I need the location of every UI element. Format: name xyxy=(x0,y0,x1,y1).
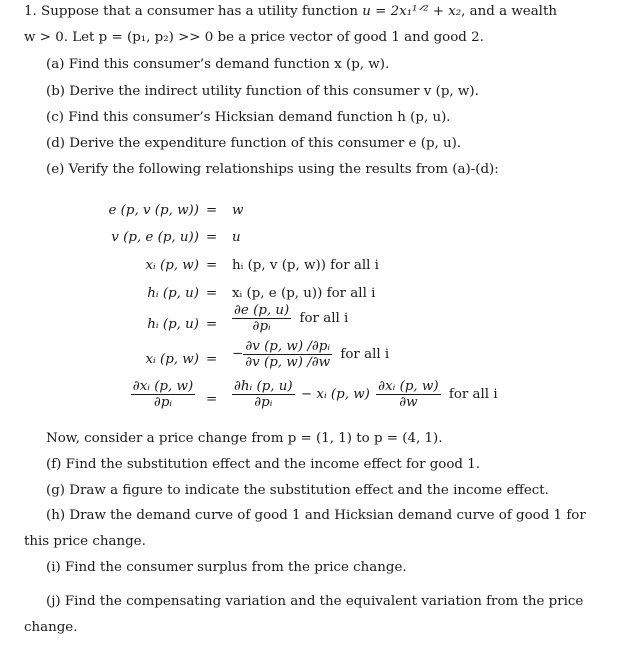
eq2-rhs: u xyxy=(232,230,241,245)
eq5-numerator: ∂e (p, u) xyxy=(234,303,290,318)
part-i: (i) Find the consumer surplus from the price change. xyxy=(46,560,407,575)
part-e: (e) Verify the following relationships using the results from (a)-(d): xyxy=(46,162,499,177)
question-intro-line1 xyxy=(24,4,557,20)
eq5-tail: for all i xyxy=(299,310,349,326)
eq6-tail: for all i xyxy=(340,346,390,362)
part-h: (h) Draw the demand curve of good 1 and Hicksian demand curve of good 1 for xyxy=(46,508,586,523)
eq2-rel: = xyxy=(206,230,218,245)
eq4-rel: = xyxy=(206,286,218,301)
eq7-r1-numerator: ∂hᵢ (p, u) xyxy=(234,379,293,394)
eq7-tail: for all i xyxy=(448,386,498,402)
eq6-minus: − xyxy=(232,346,244,362)
part-h-cont: this price change. xyxy=(24,534,146,549)
eq1-lhs: e (p, v (p, w)) xyxy=(108,203,199,218)
eq7-middle-term: − xᵢ (p, w) xyxy=(300,386,370,402)
eq3-rhs: hᵢ (p, v (p, w)) for all i xyxy=(232,258,379,273)
eq7-r2-numerator: ∂xᵢ (p, w) xyxy=(378,379,439,394)
eq3-rel: = xyxy=(206,258,218,273)
eq6-denominator: ∂v (p, w) /∂w xyxy=(245,355,331,370)
part-a: (a) Find this consumer’s demand function x (p, w). xyxy=(46,57,390,72)
utility-function: u = 2x₁¹ᐟ² + x₂ xyxy=(362,4,462,19)
eq6-rhs xyxy=(232,339,389,370)
part-c: (c) Find this consumer’s Hicksian demand function h (p, u). xyxy=(46,110,451,125)
eq5-rel: = xyxy=(206,317,218,332)
eq7-lhs xyxy=(126,379,200,410)
eq4-rhs: xᵢ (p, e (p, u)) for all i xyxy=(232,286,376,301)
eq3-lhs: xᵢ (p, w) xyxy=(145,258,199,273)
part-d: (d) Derive the expenditure function of this consumer e (p, u). xyxy=(46,136,462,151)
eq7-fraction-2 xyxy=(376,379,440,410)
eq2-lhs: v (p, e (p, u)) xyxy=(111,230,199,245)
price-change-line: Now, consider a price change from p = (1, 1) to p = (4, 1). xyxy=(46,431,443,446)
eq1-rhs: w xyxy=(232,203,244,218)
eq5-lhs: hᵢ (p, u) xyxy=(147,317,199,332)
eq6-fraction xyxy=(243,339,332,370)
eq7-fraction-1 xyxy=(232,379,295,410)
eq6-lhs: xᵢ (p, w) xyxy=(145,352,199,367)
eq6-numerator: ∂v (p, w) /∂pᵢ xyxy=(245,339,331,354)
intro-text-end: , and a wealth xyxy=(461,4,557,19)
intro-text: 1. Suppose that a consumer has a utility function xyxy=(24,4,363,19)
question-intro-line2: w > 0. Let p = (p₁, p₂) >> 0 be a price vector of good 1 and good 2. xyxy=(24,30,484,45)
eq7-r2-denominator: ∂w xyxy=(376,394,440,410)
eq7-rel: = xyxy=(206,392,218,407)
part-f: (f) Find the substitution effect and the income effect for good 1. xyxy=(46,457,481,472)
eq5-denominator: ∂pᵢ xyxy=(232,318,291,334)
eq7-lhs-fraction xyxy=(131,379,195,410)
part-b: (b) Derive the indirect utility function of this consumer v (p, w). xyxy=(46,84,479,99)
eq6-rel: = xyxy=(206,352,218,367)
part-g: (g) Draw a figure to indicate the substitution effect and the income effect. xyxy=(46,483,549,498)
part-j: (j) Find the compensating variation and the equivalent variation from the price xyxy=(46,594,584,609)
eq7-r1-denominator: ∂pᵢ xyxy=(232,394,295,410)
eq7-lhs-numerator: ∂xᵢ (p, w) xyxy=(132,379,194,394)
eq7-rhs xyxy=(232,379,498,410)
part-j-cont: change. xyxy=(24,620,78,635)
eq5-rhs xyxy=(232,303,348,334)
eq7-lhs-denominator: ∂pᵢ xyxy=(131,394,195,410)
eq1-rel: = xyxy=(206,203,218,218)
eq5-fraction xyxy=(232,303,291,334)
eq4-lhs: hᵢ (p, u) xyxy=(147,286,199,301)
